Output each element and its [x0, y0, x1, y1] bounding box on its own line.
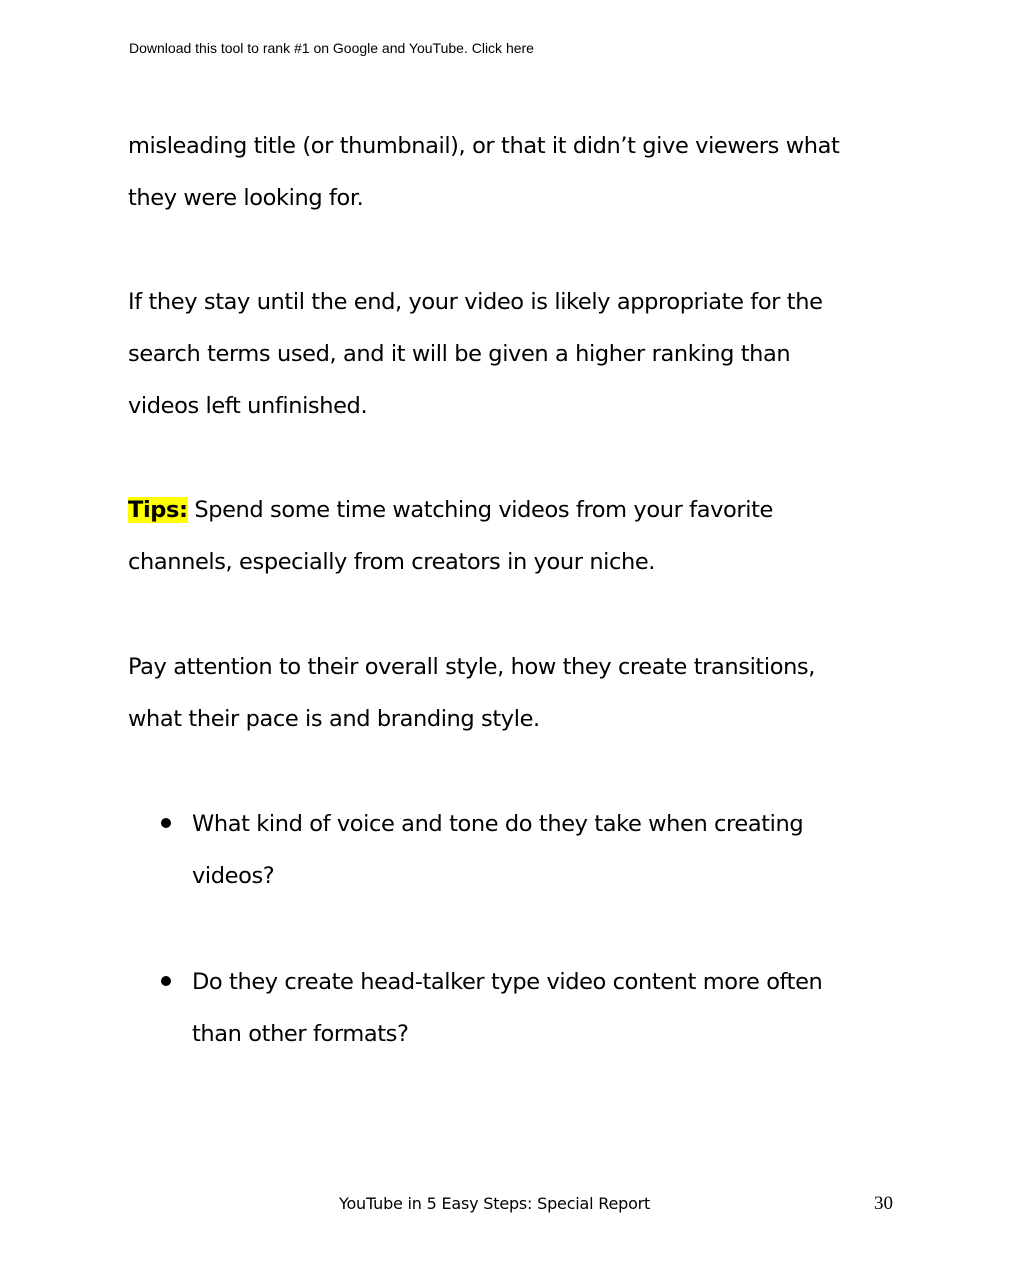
paragraph-line: misleading title (or thumbnail), or that it didn’t give viewers what — [128, 133, 840, 159]
paragraph-misleading — [128, 120, 908, 224]
bullet-dot-icon — [161, 818, 171, 828]
bullet-line: What kind of voice and tone do they take when creating — [192, 811, 804, 837]
paragraph-line: channels, especially from creators in your niche. — [128, 549, 656, 575]
footer-title: YouTube in 5 Easy Steps: Special Report — [339, 1194, 651, 1213]
bullet-dot-icon — [161, 976, 171, 986]
paragraph-line: what their pace is and branding style. — [128, 706, 540, 732]
paragraph-line: search terms used, and it will be given a higher ranking than — [128, 341, 791, 367]
bullet-line: than other formats? — [192, 1021, 409, 1047]
tips-paragraph — [128, 484, 908, 588]
page-number: 30 — [874, 1193, 893, 1214]
bullet-item — [128, 798, 908, 902]
paragraph-style — [128, 641, 908, 745]
bullet-line: videos? — [192, 863, 275, 889]
tips-highlight-label: Tips: — [128, 497, 188, 523]
paragraph-ranking — [128, 276, 908, 432]
download-tool-link[interactable]: Download this tool to rank #1 on Google and YouTube. Click here — [129, 40, 534, 56]
paragraph-line: they were looking for. — [128, 185, 364, 211]
paragraph-line — [128, 484, 908, 536]
paragraph-line: Pay attention to their overall style, how they create transitions, — [128, 654, 816, 680]
tips-text: Spend some time watching videos from your favorite — [187, 497, 773, 523]
paragraph-line: If they stay until the end, your video is likely appropriate for the — [128, 289, 823, 315]
paragraph-line: videos left unfinished. — [128, 393, 368, 419]
bullet-line: Do they create head-talker type video content more often — [192, 969, 823, 995]
bullet-item — [128, 956, 908, 1060]
